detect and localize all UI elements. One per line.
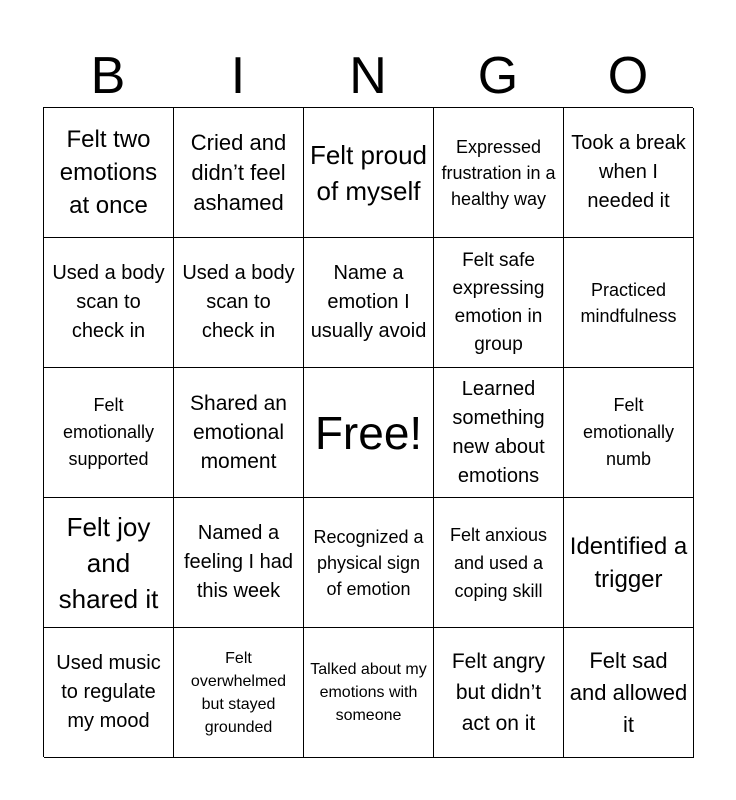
header-letter-n: N <box>349 47 387 105</box>
bingo-cell[interactable] <box>304 238 434 368</box>
cell-label: Cried and didn’t feel ashamed <box>190 129 287 215</box>
bingo-cell[interactable] <box>564 238 694 368</box>
bingo-header <box>43 46 693 106</box>
cell-label: Felt joy and shared it <box>58 511 159 614</box>
cell-label: Felt anxious and used a coping skill <box>449 524 548 601</box>
header-letter-o: O <box>607 47 649 105</box>
bingo-cell[interactable] <box>434 498 564 628</box>
bingo-cell[interactable] <box>564 498 694 628</box>
bingo-cell[interactable] <box>174 108 304 238</box>
header-letter-b: B <box>90 47 126 105</box>
bingo-cell[interactable] <box>304 498 434 628</box>
cell-label: Felt two emotions at once <box>59 126 158 219</box>
cell-label: Used a body scan to check in <box>52 262 165 342</box>
bingo-cell[interactable] <box>44 628 174 758</box>
bingo-cell[interactable] <box>44 498 174 628</box>
bingo-cell[interactable] <box>434 238 564 368</box>
cell-label: Felt proud of myself <box>309 139 428 206</box>
cell-label: Felt safe expressing emotion in group <box>452 249 545 355</box>
bingo-cell[interactable] <box>44 368 174 498</box>
cell-label: Recognized a physical sign of emotion <box>313 526 424 599</box>
cell-label: Felt overwhelmed but stayed grounded <box>190 649 287 736</box>
bingo-cell[interactable] <box>174 628 304 758</box>
bingo-cell[interactable] <box>44 108 174 238</box>
bingo-cell[interactable] <box>174 238 304 368</box>
free-space[interactable] <box>304 368 434 498</box>
header-letter-i: I <box>230 47 246 105</box>
cell-label: Shared an emotional moment <box>190 392 287 473</box>
bingo-cell[interactable] <box>564 628 694 758</box>
bingo-cell[interactable] <box>434 628 564 758</box>
bingo-cell[interactable] <box>434 368 564 498</box>
cell-label: Used music to regulate my mood <box>56 652 161 732</box>
cell-label: Named a feeling I had this week <box>184 522 293 602</box>
cell-label: Felt angry but didn’t act on it <box>451 650 546 735</box>
cell-label: Practiced mindfulness <box>580 279 677 326</box>
cell-label: Felt emotionally numb <box>582 395 675 469</box>
cell-label: Took a break when I needed it <box>571 132 686 212</box>
free-space-label: Free! <box>314 406 423 459</box>
bingo-cell[interactable] <box>304 628 434 758</box>
cell-label: Name a emotion I usually avoid <box>310 262 427 342</box>
bingo-cell[interactable] <box>174 498 304 628</box>
bingo-cell[interactable] <box>434 108 564 238</box>
cell-label: Talked about my emotions with someone <box>310 661 427 724</box>
bingo-card-grid <box>43 107 693 757</box>
bingo-cell[interactable] <box>564 108 694 238</box>
cell-label: Felt emotionally supported <box>62 395 155 469</box>
cell-label: Expressed frustration in a healthy way <box>441 136 556 209</box>
cell-label: Identified a trigger <box>569 532 688 593</box>
bingo-cell[interactable] <box>174 368 304 498</box>
bingo-cell[interactable] <box>564 368 694 498</box>
cell-label: Felt sad and allowed it <box>569 647 688 737</box>
bingo-cell[interactable] <box>304 108 434 238</box>
cell-label: Used a body scan to check in <box>182 262 295 342</box>
bingo-cell[interactable] <box>44 238 174 368</box>
cell-label: Learned something new about emotions <box>452 377 545 487</box>
header-letter-g: G <box>477 47 519 105</box>
